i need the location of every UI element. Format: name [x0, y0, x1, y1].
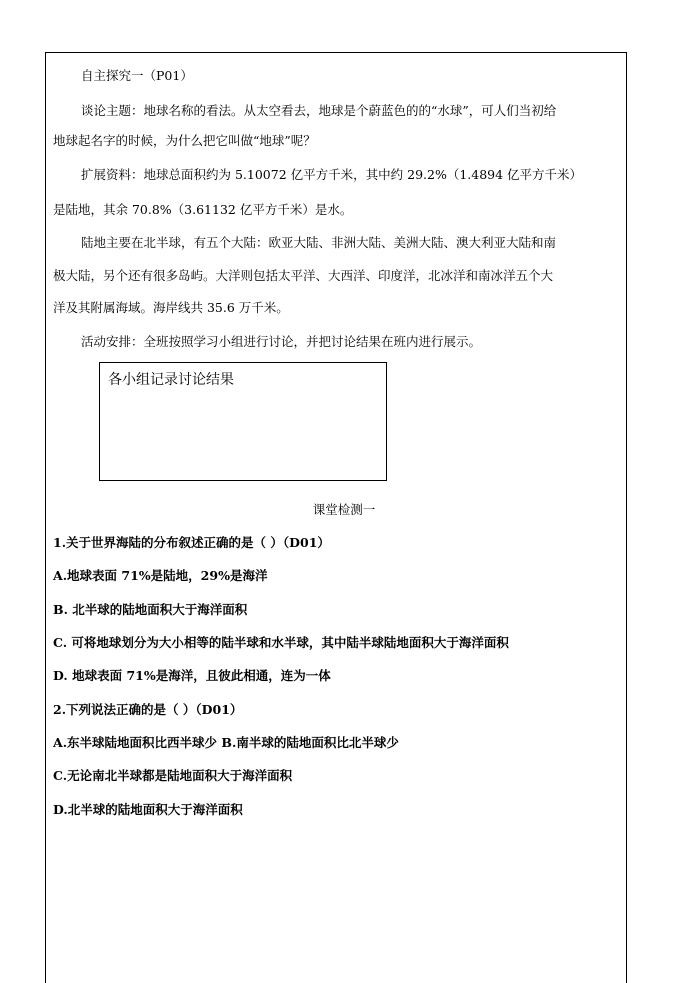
question-1: 1.关于世界海陆的分布叙述正确的是（ ）（D01）	[53, 535, 330, 550]
topic-line-1: 谈论主题：地球名称的看法。从太空看去，地球是个蔚蓝色的的“水球”，可人们当初给	[81, 103, 557, 118]
question-2-option-d[interactable]: D.北半球的陆地面积大于海洋面积	[53, 802, 243, 817]
record-box-label: 各小组记录讨论结果	[108, 372, 234, 388]
quiz-title: 课堂检测一	[312, 502, 376, 517]
section-heading: 自主探究一（P01）	[81, 68, 193, 83]
activity-text: 活动安排：全班按照学习小组进行讨论，并把讨论结果在班内进行展示。	[81, 334, 482, 349]
discussion-record-box[interactable]	[99, 362, 387, 481]
question-1-option-d[interactable]: D. 地球表面 71%是海洋，且彼此相通，连为一体	[53, 668, 331, 683]
question-2-options-a-b[interactable]: A.东半球陆地面积比西半球少 B.南半球的陆地面积比北半球少	[53, 735, 399, 750]
question-1-option-b[interactable]: B. 北半球的陆地面积大于海洋面积	[53, 602, 248, 617]
extension-line-1: 扩展资料：地球总面积约为 5.10072 亿平方千米，其中约 29.2%（1.4894 亿平方千米）	[81, 167, 583, 182]
question-2: 2.下列说法正确的是（ ）（D01）	[53, 702, 243, 717]
topic-line-2: 地球起名字的时候，为什么把它叫做“地球”呢？	[53, 133, 316, 148]
land-line-2: 极大陆，另个还有很多岛屿。大洋则包括太平洋、大西洋、印度洋，北冰洋和南冰洋五个大	[53, 268, 554, 283]
extension-line-2: 是陆地，其余 70.8%（3.61132 亿平方千米）是水。	[53, 202, 353, 217]
question-1-option-c[interactable]: C. 可将地球划分为大小相等的陆半球和水半球，其中陆半球陆地面积大于海洋面积	[53, 635, 509, 650]
land-line-1: 陆地主要在北半球，有五个大陆：欧亚大陆、非洲大陆、美洲大陆、澳大利亚大陆和南	[81, 235, 557, 250]
land-line-3: 洋及其附属海域。海岸线共 35.6 万千米。	[53, 300, 289, 315]
question-1-option-a[interactable]: A.地球表面 71%是陆地，29%是海洋	[53, 568, 268, 583]
question-2-option-c[interactable]: C.无论南北半球都是陆地面积大于海洋面积	[53, 768, 293, 783]
